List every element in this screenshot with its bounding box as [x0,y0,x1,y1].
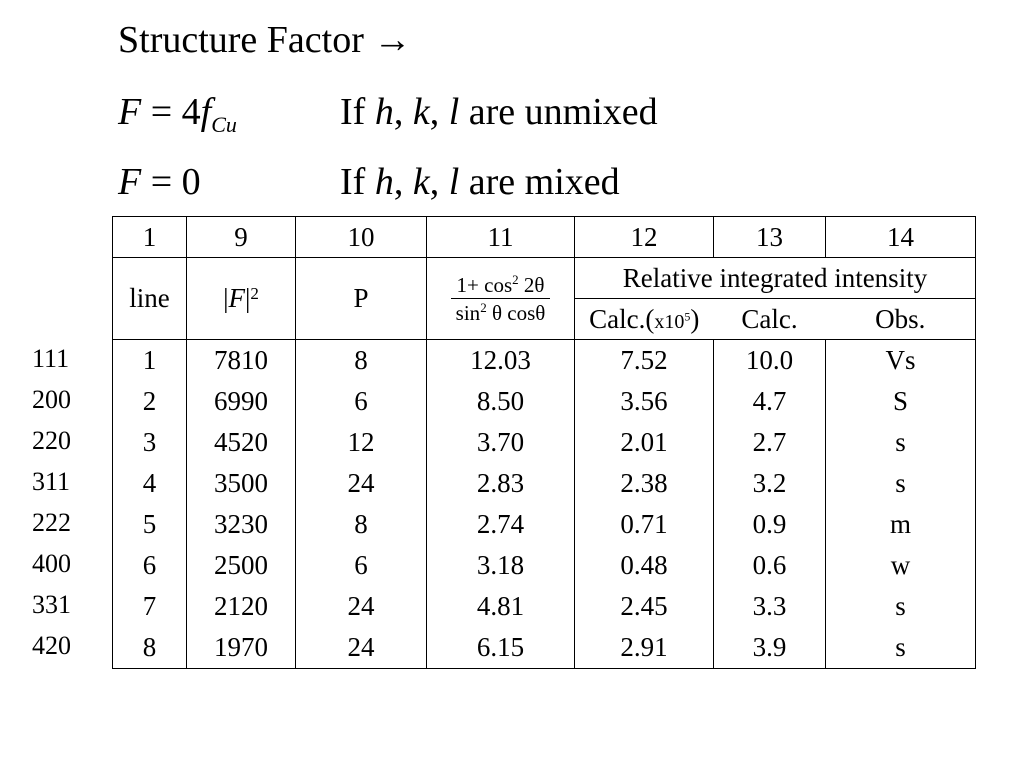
cond-k: k [412,161,430,203]
cond-suffix: are unmixed [459,91,658,133]
header-f-symbol: F [228,283,245,313]
cell: 4520 [214,427,268,457]
cell: 6 [354,550,368,580]
cell: 8 [354,509,368,539]
cell: 3.18 [476,550,525,580]
cell: 10.0 [745,345,794,375]
col-number: 11 [427,217,575,258]
cell: 0.48 [620,550,668,580]
col-number: 10 [296,217,427,258]
lp-numerator [451,273,551,299]
cell: 3.2 [752,468,787,498]
col-f2-values [187,340,296,669]
cell: 4.7 [752,386,787,416]
lp-num-text: 1+ cos [456,273,513,297]
header-f-squared [187,258,296,340]
calc1-close: ) [690,303,700,334]
cell: 6 [354,386,368,416]
cell: 2.38 [620,468,668,498]
cond-suffix: are mixed [459,161,620,203]
cond-k: k [412,91,430,133]
hkl-list [32,338,92,666]
formula-sub: Cu [211,112,237,137]
cell: 1970 [214,632,268,662]
col-number: 1 [113,217,187,258]
cell: 3.70 [476,427,525,457]
col-calc-scaled-values [575,340,714,669]
cell: 0.6 [752,550,787,580]
cell: 4 [142,468,157,498]
header-obs: Obs. [826,299,976,340]
formula-mixed [118,160,201,204]
hkl-item: 200 [32,385,71,414]
cell: 12 [347,427,375,457]
cond-l: l [448,161,460,203]
cell: w [890,550,911,580]
cell: m [889,509,911,539]
hkl-item: 420 [32,631,71,660]
lp-num-tail: 2θ [518,273,545,297]
hkl-item: 111 [32,344,70,373]
cell: 6990 [214,386,268,416]
data-body-row [113,340,976,669]
calc1-x: x10 [654,310,685,333]
lp-num-sup: 2 [512,272,519,287]
header-lp-factor [427,258,575,340]
calc1-multiplier [654,308,691,333]
cell: 2.7 [752,427,787,457]
cell: 2 [142,386,157,416]
cell: 0.71 [620,509,668,539]
col-p-values [296,340,427,669]
hkl-item: 400 [32,549,71,578]
cell: 12.03 [470,345,531,375]
header-f-exponent: 2 [250,284,259,303]
cell: 2.83 [476,468,525,498]
hkl-item: 220 [32,426,71,455]
cond-h: h [374,161,394,203]
cell: 3.56 [620,386,668,416]
header-row [113,258,976,299]
cell: 2120 [214,591,268,621]
cell: 2.01 [620,427,668,457]
calc1-text: Calc.( [589,303,655,334]
col-calc-values [714,340,826,669]
cell: 7810 [214,345,268,375]
col-number: 13 [714,217,826,258]
cell: 2.91 [620,632,668,662]
lp-den-text: sin [455,301,481,325]
intensity-table [112,216,976,669]
cell: S [892,386,909,416]
calc1-exp: 5 [684,308,691,323]
cell: Vs [885,345,916,375]
lp-den-sup: 2 [480,300,487,315]
cell: 3.3 [752,591,787,621]
cell: s [895,468,906,498]
cond-h: h [374,91,394,133]
cell: 3230 [214,509,268,539]
cell: s [895,427,906,457]
cell: s [895,632,906,662]
formula-eq: = 4 [141,91,201,133]
cell: 5 [142,509,157,539]
col-number: 9 [187,217,296,258]
col-line-values [113,340,187,669]
header-calc-scaled [575,299,714,340]
cell: 3500 [214,468,268,498]
cond-prefix: If [340,91,375,133]
cell: 8 [354,345,368,375]
cell: 2.74 [476,509,525,539]
cell: 24 [347,591,375,621]
cell: 4.81 [476,591,525,621]
hkl-item: 222 [32,508,71,537]
cell: 6 [142,550,157,580]
cell: 0.9 [752,509,787,539]
header-relative-intensity: Relative integrated intensity [575,258,976,299]
col-number: 14 [826,217,976,258]
cell: 1 [142,345,157,375]
cell: 8.50 [476,386,525,416]
cell: s [895,591,906,621]
cell: 3 [142,427,157,457]
cell: 8 [142,632,157,662]
lp-denominator [451,299,551,324]
abs-bar-right: | [245,283,251,313]
hkl-item: 311 [32,467,71,496]
cell: 24 [347,468,375,498]
formula-lhs: F [118,161,142,203]
column-number-row [113,217,976,258]
hkl-item: 331 [32,590,71,619]
cell: 7.52 [620,345,668,375]
formula-f: f [200,91,212,133]
cell: 2.45 [620,591,668,621]
formula-unmixed [118,90,237,147]
header-calc: Calc. [714,299,826,340]
abs-bar-left: | [223,283,229,313]
cell: 24 [347,632,375,662]
header-line: line [113,258,187,340]
lp-den-tail: θ cosθ [486,301,546,325]
cell: 2500 [214,550,268,580]
slide-title: Structure Factor → [118,19,412,61]
cond-prefix: If [340,161,375,203]
cond-l: l [448,91,460,133]
condition-mixed: If h, k, l are mixed [340,161,620,203]
formula-lhs: F [118,91,142,133]
lp-fraction [451,273,551,324]
formula-eq: = 0 [141,161,201,203]
header-multiplicity: P [296,258,427,340]
col-lp-values [427,340,575,669]
condition-unmixed: If h, k, l are unmixed [340,91,658,133]
cell: 6.15 [476,632,525,662]
cell: 7 [142,591,157,621]
col-obs-values [826,340,976,669]
cell: 3.9 [752,632,787,662]
col-number: 12 [575,217,714,258]
